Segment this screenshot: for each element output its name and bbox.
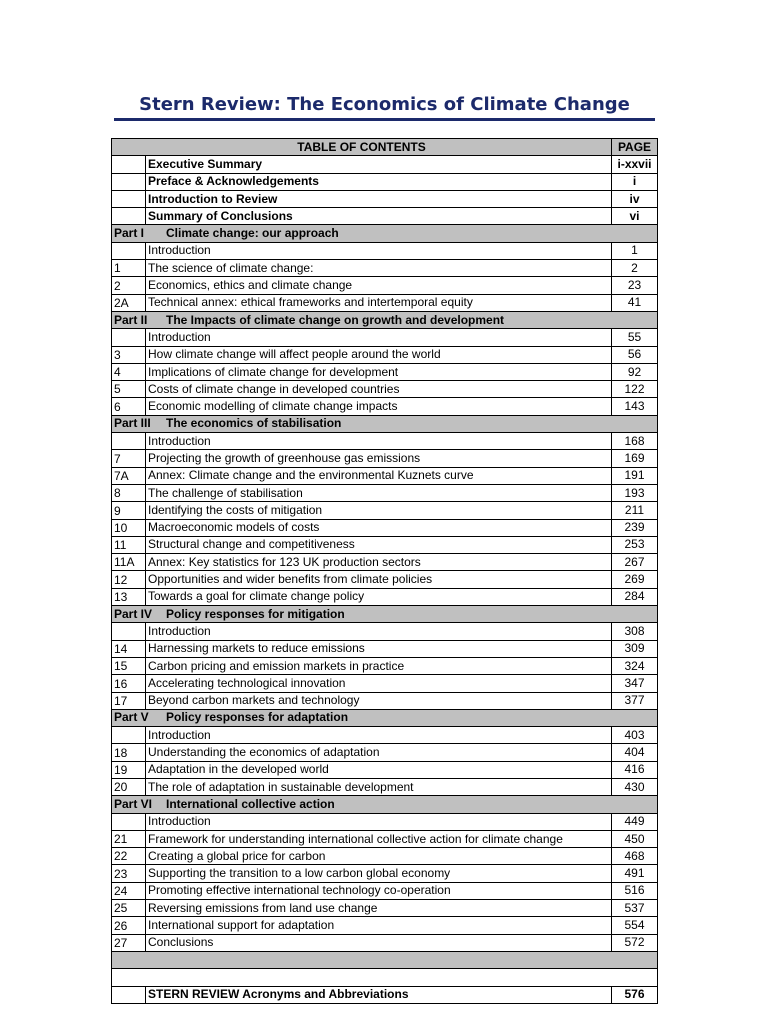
chapter-number: 3 <box>112 346 146 363</box>
entry-title: Introduction <box>146 433 612 450</box>
entry-title: Technical annex: ethical frameworks and intertemporal equity <box>146 294 612 311</box>
part-heading-row[interactable] <box>112 796 658 813</box>
toc-entry-row[interactable] <box>112 675 658 692</box>
page-number: 450 <box>612 830 658 847</box>
toc-entry-row[interactable] <box>112 917 658 934</box>
toc-entry-row[interactable] <box>112 277 658 294</box>
part-heading-filler <box>612 606 658 623</box>
chapter-number: 18 <box>112 744 146 761</box>
toc-entry-row[interactable] <box>112 934 658 951</box>
part-heading <box>112 225 612 242</box>
acronyms-row[interactable] <box>112 986 658 1003</box>
page-number: 239 <box>612 519 658 536</box>
page-number: 56 <box>612 346 658 363</box>
entry-title: Summary of Conclusions <box>146 208 612 225</box>
toc-entry-row[interactable] <box>112 692 658 709</box>
page-number: 191 <box>612 467 658 484</box>
entry-title: Supporting the transition to a low carbon global economy <box>146 865 612 882</box>
front-matter-row[interactable] <box>112 156 658 173</box>
page-number: 403 <box>612 727 658 744</box>
part-heading-row[interactable] <box>112 415 658 432</box>
chapter-number: 15 <box>112 657 146 674</box>
toc-entry-row[interactable] <box>112 848 658 865</box>
entry-title: Projecting the growth of greenhouse gas emissions <box>146 450 612 467</box>
page-number: 308 <box>612 623 658 640</box>
toc-entry-row[interactable] <box>112 329 658 346</box>
entry-title: STERN REVIEW Acronyms and Abbreviations <box>146 986 612 1003</box>
document-title: Stern Review: The Economics of Climate Change <box>139 94 630 115</box>
toc-entry-row[interactable] <box>112 502 658 519</box>
page-number: 193 <box>612 484 658 501</box>
chapter-number <box>112 813 146 830</box>
entry-title: Introduction <box>146 727 612 744</box>
part-heading-row[interactable] <box>112 311 658 328</box>
entry-title: Introduction <box>146 329 612 346</box>
part-heading <box>112 796 612 813</box>
page-number: 143 <box>612 398 658 415</box>
chapter-number: 2A <box>112 294 146 311</box>
chapter-number: 4 <box>112 363 146 380</box>
part-heading-row[interactable] <box>112 709 658 726</box>
chapter-number: 5 <box>112 381 146 398</box>
toc-entry-row[interactable] <box>112 727 658 744</box>
chapter-number: 8 <box>112 484 146 501</box>
chapter-number: 9 <box>112 502 146 519</box>
part-label: Part III <box>114 416 151 431</box>
toc-entry-row[interactable] <box>112 363 658 380</box>
page-number: 572 <box>612 934 658 951</box>
chapter-number: 2 <box>112 277 146 294</box>
page-number: 491 <box>612 865 658 882</box>
entry-title: The challenge of stabilisation <box>146 484 612 501</box>
chapter-number: 24 <box>112 882 146 899</box>
toc-entry-row[interactable] <box>112 294 658 311</box>
chapter-number: 20 <box>112 778 146 795</box>
part-heading <box>112 606 612 623</box>
toc-entry-row[interactable] <box>112 623 658 640</box>
toc-entry-row[interactable] <box>112 882 658 899</box>
chapter-number: 17 <box>112 692 146 709</box>
page-number: 377 <box>612 692 658 709</box>
toc-entry-row[interactable] <box>112 467 658 484</box>
page-number: 404 <box>612 744 658 761</box>
entry-title: Conclusions <box>146 934 612 951</box>
page-number: 211 <box>612 502 658 519</box>
page-number: 122 <box>612 381 658 398</box>
entry-title: Adaptation in the developed world <box>146 761 612 778</box>
toc-entry-row[interactable] <box>112 813 658 830</box>
entry-title: Implications of climate change for development <box>146 363 612 380</box>
chapter-number: 16 <box>112 675 146 692</box>
entry-title: Executive Summary <box>146 156 612 173</box>
entry-title: Identifying the costs of mitigation <box>146 502 612 519</box>
entry-title: Understanding the economics of adaptation <box>146 744 612 761</box>
page-number: vi <box>612 208 658 225</box>
part-label: Part V <box>114 710 149 725</box>
chapter-number <box>112 329 146 346</box>
chapter-number: 7A <box>112 467 146 484</box>
part-heading <box>112 311 612 328</box>
toc-header-page: PAGE <box>612 139 658 156</box>
toc-entry-row[interactable] <box>112 778 658 795</box>
entry-title: How climate change will affect people around the world <box>146 346 612 363</box>
toc-entry-row[interactable] <box>112 433 658 450</box>
chapter-number: 11 <box>112 536 146 553</box>
entry-title: Beyond carbon markets and technology <box>146 692 612 709</box>
entry-title: The role of adaptation in sustainable development <box>146 778 612 795</box>
table-of-contents <box>111 138 658 1004</box>
chapter-number: 22 <box>112 848 146 865</box>
page-number: 253 <box>612 536 658 553</box>
chapter-number <box>112 433 146 450</box>
page-number: 554 <box>612 917 658 934</box>
toc-entry-row[interactable] <box>112 484 658 501</box>
toc-entry-row[interactable] <box>112 865 658 882</box>
part-title: Policy responses for adaptation <box>166 710 349 725</box>
entry-title: Introduction <box>146 813 612 830</box>
part-heading-row[interactable] <box>112 225 658 242</box>
chapter-number: 25 <box>112 900 146 917</box>
page-number: 23 <box>612 277 658 294</box>
entry-title: Macroeconomic models of costs <box>146 519 612 536</box>
entry-title: Reversing emissions from land use change <box>146 900 612 917</box>
separator-cell <box>112 951 658 968</box>
toc-entry-row[interactable] <box>112 398 658 415</box>
chapter-number <box>112 208 146 225</box>
front-matter-row[interactable] <box>112 190 658 207</box>
entry-title: Carbon pricing and emission markets in practice <box>146 657 612 674</box>
entry-title: Costs of climate change in developed countries <box>146 381 612 398</box>
entry-title: Introduction <box>146 242 612 259</box>
page-number: iv <box>612 190 658 207</box>
entry-title: Annex: Key statistics for 123 UK production sectors <box>146 554 612 571</box>
page-number: 92 <box>612 363 658 380</box>
part-label: Part II <box>114 312 148 327</box>
spacer-row <box>112 969 658 986</box>
chapter-number: 6 <box>112 398 146 415</box>
page-number: 1 <box>612 242 658 259</box>
page-number: 576 <box>612 986 658 1003</box>
chapter-number <box>112 727 146 744</box>
entry-title: Opportunities and wider benefits from climate policies <box>146 571 612 588</box>
toc-header-row <box>112 139 658 156</box>
toc-entry-row[interactable] <box>112 381 658 398</box>
toc-entry-row[interactable] <box>112 519 658 536</box>
chapter-number: 19 <box>112 761 146 778</box>
page-number: 55 <box>612 329 658 346</box>
part-label: Part VI <box>114 796 153 811</box>
chapter-number <box>112 986 146 1003</box>
part-heading <box>112 709 612 726</box>
spacer-cell <box>112 969 658 986</box>
page-number: 324 <box>612 657 658 674</box>
part-heading-filler <box>612 796 658 813</box>
entry-title: Economics, ethics and climate change <box>146 277 612 294</box>
part-heading <box>112 415 612 432</box>
front-matter-row[interactable] <box>112 208 658 225</box>
part-title: The economics of stabilisation <box>166 416 342 431</box>
chapter-number: 21 <box>112 830 146 847</box>
toc-entry-row[interactable] <box>112 554 658 571</box>
toc-entry-row[interactable] <box>112 588 658 605</box>
toc-entry-row[interactable] <box>112 900 658 917</box>
entry-title: Harnessing markets to reduce emissions <box>146 640 612 657</box>
chapter-number <box>112 173 146 190</box>
part-title: International collective action <box>166 796 335 811</box>
separator-row <box>112 951 658 968</box>
page-number: 169 <box>612 450 658 467</box>
page-number: 468 <box>612 848 658 865</box>
page-number: 537 <box>612 900 658 917</box>
page-number: 416 <box>612 761 658 778</box>
page-number: 430 <box>612 778 658 795</box>
chapter-number: 10 <box>112 519 146 536</box>
entry-title: Creating a global price for carbon <box>146 848 612 865</box>
toc-entry-row[interactable] <box>112 242 658 259</box>
page-number: 41 <box>612 294 658 311</box>
chapter-number: 7 <box>112 450 146 467</box>
chapter-number <box>112 242 146 259</box>
part-heading-filler <box>612 415 658 432</box>
chapter-number: 27 <box>112 934 146 951</box>
entry-title: Towards a goal for climate change policy <box>146 588 612 605</box>
page-number: i-xxvii <box>612 156 658 173</box>
page-number: 449 <box>612 813 658 830</box>
part-title: Policy responses for mitigation <box>166 606 345 621</box>
entry-title: Economic modelling of climate change impacts <box>146 398 612 415</box>
chapter-number: 12 <box>112 571 146 588</box>
page-number: 269 <box>612 571 658 588</box>
part-label: Part I <box>114 226 145 241</box>
toc-entry-row[interactable] <box>112 744 658 761</box>
part-title: Climate change: our approach <box>166 226 339 241</box>
toc-entry-row[interactable] <box>112 536 658 553</box>
page-number: 267 <box>612 554 658 571</box>
chapter-number: 1 <box>112 260 146 277</box>
part-heading-filler <box>612 311 658 328</box>
chapter-number: 13 <box>112 588 146 605</box>
chapter-number <box>112 190 146 207</box>
page-number: 309 <box>612 640 658 657</box>
entry-title: Structural change and competitiveness <box>146 536 612 553</box>
entry-title: Promoting effective international technology co-operation <box>146 882 612 899</box>
toc-entry-row[interactable] <box>112 640 658 657</box>
entry-title: International support for adaptation <box>146 917 612 934</box>
page-number: 347 <box>612 675 658 692</box>
page-number: 516 <box>612 882 658 899</box>
entry-title: Accelerating technological innovation <box>146 675 612 692</box>
toc-entry-row[interactable] <box>112 830 658 847</box>
toc-entry-row[interactable] <box>112 571 658 588</box>
part-title: The Impacts of climate change on growth and development <box>166 312 505 327</box>
toc-entry-row[interactable] <box>112 657 658 674</box>
part-heading-filler <box>612 709 658 726</box>
page-number: i <box>612 173 658 190</box>
chapter-number: 23 <box>112 865 146 882</box>
page-number: 168 <box>612 433 658 450</box>
part-label: Part IV <box>114 606 153 621</box>
chapter-number: 11A <box>112 554 146 571</box>
part-heading-filler <box>612 225 658 242</box>
page-number: 284 <box>612 588 658 605</box>
chapter-number: 14 <box>112 640 146 657</box>
entry-title: Annex: Climate change and the environmental Kuznets curve <box>146 467 612 484</box>
chapter-number <box>112 623 146 640</box>
chapter-number: 26 <box>112 917 146 934</box>
entry-title: The science of climate change: <box>146 260 612 277</box>
front-matter-row[interactable] <box>112 173 658 190</box>
page-number: 2 <box>612 260 658 277</box>
toc-entry-row[interactable] <box>112 761 658 778</box>
entry-title: Introduction to Review <box>146 190 612 207</box>
toc-entry-row[interactable] <box>112 260 658 277</box>
part-heading-row[interactable] <box>112 606 658 623</box>
toc-header-contents: TABLE OF CONTENTS <box>112 139 612 156</box>
title-underline <box>114 118 655 121</box>
toc-entry-row[interactable] <box>112 346 658 363</box>
toc-entry-row[interactable] <box>112 450 658 467</box>
entry-title: Introduction <box>146 623 612 640</box>
chapter-number <box>112 156 146 173</box>
entry-title: Preface & Acknowledgements <box>146 173 612 190</box>
entry-title: Framework for understanding international collective action for climate change <box>146 830 612 847</box>
